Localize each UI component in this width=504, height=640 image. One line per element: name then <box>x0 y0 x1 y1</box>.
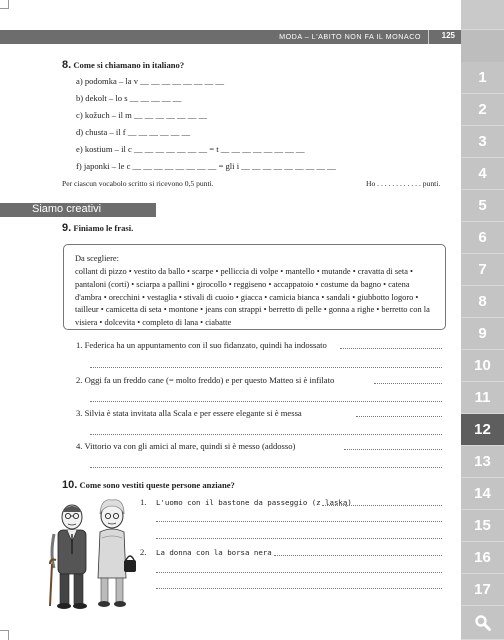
tab-chapter-16[interactable]: 16 <box>461 542 504 574</box>
answer-line[interactable] <box>340 347 442 349</box>
exercise-title: Come si chiamano in italiano? <box>73 60 185 70</box>
answer-line[interactable] <box>156 537 442 539</box>
section-title: Siamo creativi <box>32 203 102 215</box>
tab-chapter-6[interactable]: 6 <box>461 222 504 254</box>
exercise-10-heading <box>62 479 235 491</box>
exercise-title: Finiamo le frasi. <box>73 223 134 233</box>
tab-chapter-15[interactable]: 15 <box>461 510 504 542</box>
vocab-item-f: f) japonki – le c __ __ __ __ __ __ __ __ = gli i __ __ __ __ __ __ __ __ __ <box>76 161 336 171</box>
exercise-number: 9. <box>62 222 72 234</box>
tab-chapter-4[interactable]: 4 <box>461 158 504 190</box>
chapter-tabs <box>461 0 504 640</box>
elderly-man-figure <box>50 505 87 609</box>
exercise-9-heading <box>62 222 133 234</box>
tab-chapter-7[interactable]: 7 <box>461 254 504 286</box>
page-number: 125 <box>441 31 455 40</box>
tab-chapter-17[interactable]: 17 <box>461 574 504 606</box>
answer-line[interactable] <box>90 433 442 435</box>
exercise-8-heading <box>62 59 184 71</box>
crop-mark <box>0 630 9 640</box>
page-header <box>0 30 461 44</box>
magnifier-icon <box>474 614 492 632</box>
sentence-2: 2. Oggi fa un freddo cane (= molto freddo) e per questo Matteo si è infilato <box>76 375 335 385</box>
tab-chapter-13[interactable]: 13 <box>461 446 504 478</box>
vocab-item-a: a) podomka – la v __ __ __ __ __ __ __ __ <box>76 76 224 86</box>
answer-line[interactable] <box>344 448 442 450</box>
word-bank-label: Da scegliere: <box>75 254 119 263</box>
ex10-item-1-number: 1. <box>140 497 147 507</box>
header-divider <box>428 30 429 44</box>
answer-line[interactable] <box>90 366 442 368</box>
tab-chapter-10[interactable]: 10 <box>461 350 504 382</box>
elderly-woman-figure <box>98 500 136 607</box>
tab-header-spacer <box>461 0 504 30</box>
points-field[interactable]: Ho . . . . . . . . . . . . punti. <box>366 179 441 188</box>
vocab-item-e: e) kostium – il c __ __ __ __ __ __ __ = t __ __ __ __ __ __ __ __ <box>76 144 305 154</box>
exercise-title: Come sono vestiti queste persone anziane? <box>79 480 235 490</box>
answer-line[interactable] <box>156 587 442 589</box>
tab-chapter-9[interactable]: 9 <box>461 318 504 350</box>
answer-line[interactable] <box>156 571 442 573</box>
ex10-item-2-number: 2. <box>140 547 147 557</box>
ex10-item-1-text: L'uomo con il bastone da passeggio (z laską) <box>156 498 352 507</box>
tab-chapter-11[interactable]: 11 <box>461 382 504 414</box>
vocab-item-c: c) kožuch – il m __ __ __ __ __ __ __ <box>76 110 208 120</box>
sentence-4: 4. Vittorio va con gli amici al mare, quindi si è messo (addosso) <box>76 441 296 451</box>
section-banner <box>0 203 156 217</box>
tab-chapter-1[interactable]: 1 <box>461 62 504 94</box>
answer-line[interactable] <box>156 520 442 522</box>
exercise-number: 10. <box>62 479 78 491</box>
sentence-3: 3. Silvia è stata invitata alla Scala e per essere elegante si è messa <box>76 408 302 418</box>
answer-line[interactable] <box>374 382 442 384</box>
chapter-title: MODA – L'ABITO NON FA IL MONACO <box>279 32 421 41</box>
tab-chapter-2[interactable]: 2 <box>461 94 504 126</box>
tab-chapter-12[interactable]: 12 <box>461 414 504 446</box>
sentence-1: 1. Federica ha un appuntamento con il suo fidanzato, quindi ha indossato <box>76 340 327 350</box>
answer-line[interactable] <box>356 415 442 417</box>
tab-chapter-3[interactable]: 3 <box>461 126 504 158</box>
scoring-note: Per ciascun vocabolo scritto si ricevono 0,5 punti. <box>62 179 214 188</box>
ex10-item-2-text: La donna con la borsa nera <box>156 548 272 557</box>
tab-search[interactable] <box>461 606 504 640</box>
elderly-couple-illustration <box>46 494 138 612</box>
answer-line[interactable] <box>90 466 442 468</box>
answer-line[interactable] <box>90 400 442 402</box>
vocab-item-d: d) chusta – il f __ __ __ __ __ __ <box>76 127 191 137</box>
exercise-number: 8. <box>62 59 72 71</box>
tab-chapter-5[interactable]: 5 <box>461 190 504 222</box>
vocab-item-b: b) dekolt – lo s __ __ __ __ __ <box>76 93 182 103</box>
word-bank-box <box>63 244 446 330</box>
answer-line[interactable] <box>322 504 442 506</box>
tab-chapter-14[interactable]: 14 <box>461 478 504 510</box>
word-bank-text: collant di pizzo • vestito da ballo • scarpe • pelliccia di volpe • mantello • mutande • cravatta di seta • pantaloni (corti) • sciarpa a pallini • girocollo • reggiseno • accappatoio • costume da bagno • catena d'ambra • orecchini • vestaglia • stivali di cuoio • giacca • camicia bianca • sandali • giubbotto logoro • tailleur • camicetta di seta • montone • jeans con strappi • berretto di pelle • gonna a righe • berretto con la visiera • dolcevita • completo di lana • ciabatte <box>75 267 430 328</box>
crop-mark <box>0 0 9 9</box>
tab-chapter-8[interactable]: 8 <box>461 286 504 318</box>
answer-line[interactable] <box>274 554 442 556</box>
